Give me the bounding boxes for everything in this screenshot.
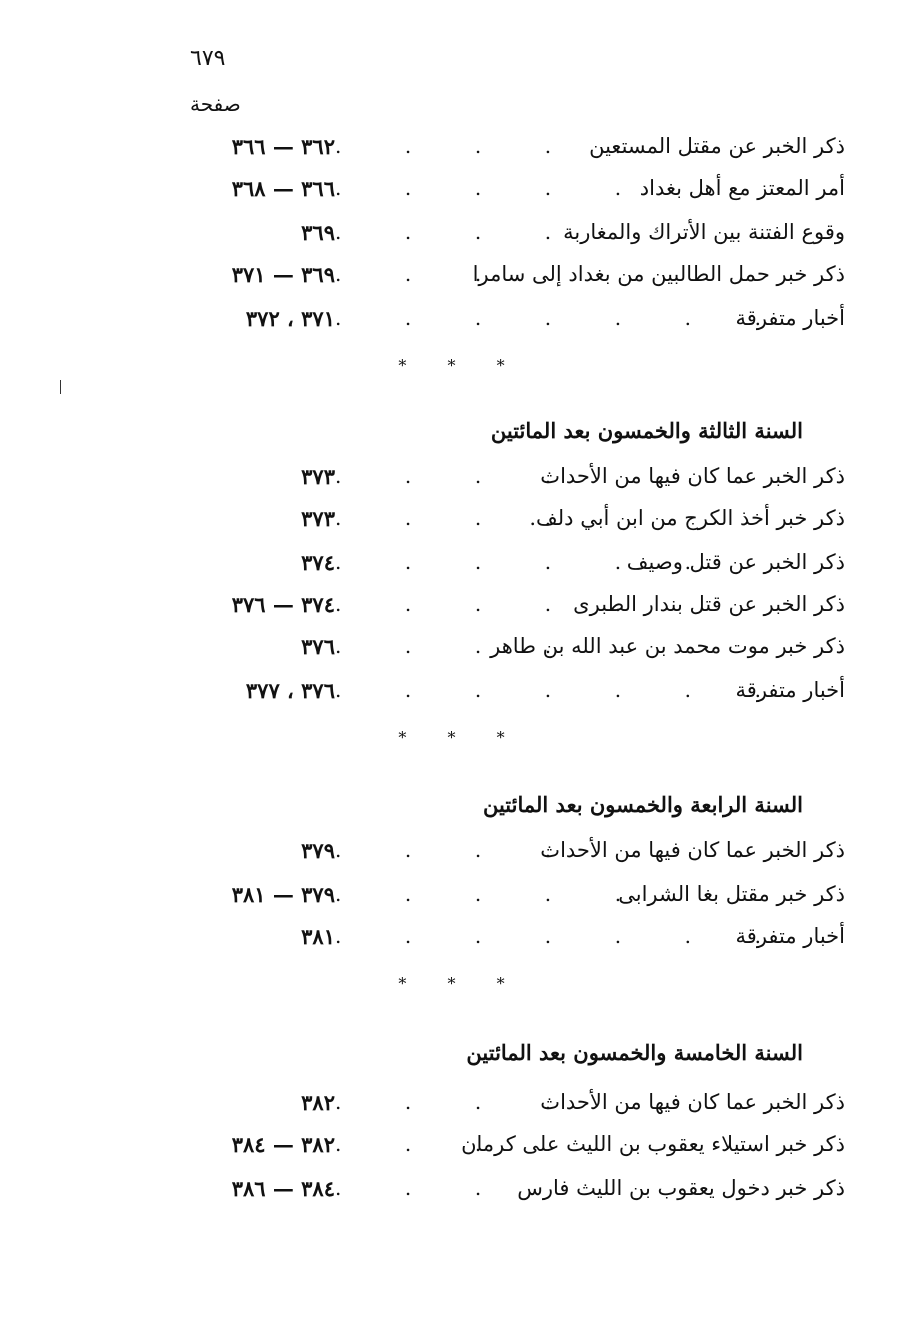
margin-mark [60, 380, 61, 394]
toc-entry-pages: ٣٧٣ [301, 506, 335, 531]
section-separator: * * * [398, 356, 523, 375]
toc-entry [185, 220, 845, 256]
leader-dots: . . . . . [335, 134, 622, 158]
toc-entry-pages: ٣٧٦ [301, 634, 335, 659]
toc-entry-title: ذكر خبر دخول يعقوب بن الليث فارس [517, 1176, 845, 1200]
leader-dots: . . . [335, 1176, 482, 1200]
toc-entry-pages: ٣٨٢ — ٣٨٤ [231, 1132, 335, 1157]
section-heading: السنة الرابعة والخمسون بعد المائتين [482, 792, 803, 817]
toc-entry-pages: ٣٨٤ — ٣٨٦ [231, 1176, 335, 1201]
leader-dots: . . . . [335, 1090, 552, 1114]
toc-entry [185, 634, 845, 670]
toc-entry-title: وقوع الفتنة بين الأتراك والمغاربة [563, 220, 845, 244]
toc-entry-pages: ٣٦٦ — ٣٦٨ [231, 176, 335, 201]
page-number: ٦٧٩ [190, 46, 226, 71]
toc-entry-pages: ٣٧٦ ، ٣٧٧ [245, 678, 335, 703]
toc-entry-title: ذكر الخبر عما كان فيها من الأحداث [540, 1090, 845, 1114]
toc-entry-title: أخبار متفرقة [735, 306, 845, 330]
toc-entry [185, 464, 845, 500]
toc-entry [185, 592, 845, 628]
toc-entry [185, 176, 845, 212]
toc-entry-pages: ٣٧٩ — ٣٨١ [231, 882, 335, 907]
toc-entry-title: ذكر خبر موت محمد بن عبد الله بن طاهر [490, 634, 845, 658]
toc-entry-pages: ٣٦٢ — ٣٦٦ [231, 134, 335, 159]
toc-entry-title: ذكر الخبر عن قتل بندار الطبرى [573, 592, 845, 616]
toc-entry-title: ذكر خبر أخذ الكرج من ابن أبي دلف. [529, 506, 845, 530]
toc-entry-title: أمر المعتز مع أهل بغداد [639, 176, 845, 200]
leader-dots: . . . . [335, 506, 552, 530]
toc-entry [185, 134, 845, 170]
leader-dots: . . . . . [335, 176, 622, 200]
toc-entry-pages: ٣٧٤ — ٣٧٦ [231, 592, 335, 617]
toc-entry [185, 550, 845, 586]
toc-entry-title: ذكر الخبر عن مقتل المستعين [589, 134, 845, 158]
leader-dots: . . . . . [335, 882, 622, 906]
toc-entry-title: أخبار متفرقة [735, 678, 845, 702]
toc-entry-pages: ٣٧٣ [301, 464, 335, 489]
column-heading-page: صفحة [190, 92, 241, 116]
section-heading: السنة الثالثة والخمسون بعد المائتين [490, 418, 803, 443]
leader-dots: . . . . . . . [335, 306, 761, 330]
toc-entry [185, 1132, 845, 1168]
toc-entry [185, 678, 845, 714]
toc-entry [185, 262, 845, 298]
leader-dots: . . . . [335, 464, 552, 488]
toc-entry [185, 838, 845, 874]
leader-dots: . . . . . . . [335, 678, 761, 702]
toc-entry-title: ذكر الخبر عما كان فيها من الأحداث [540, 464, 845, 488]
section-heading: السنة الخامسة والخمسون بعد المائتين [466, 1040, 803, 1065]
section-separator: * * * [398, 974, 523, 993]
toc-entry-title: ذكر خبر استيلاء يعقوب بن الليث على كرمان [461, 1132, 845, 1156]
leader-dots: . . . . [335, 220, 552, 244]
leader-dots: . . . [335, 262, 482, 286]
toc-entry-title: ذكر خبر حمل الطالبين من بغداد إلى سامرا [472, 262, 845, 286]
toc-entry [185, 506, 845, 542]
leader-dots: . . . . . . [335, 550, 692, 574]
leader-dots: . . . . [335, 838, 552, 862]
leader-dots: . . . [335, 1132, 482, 1156]
toc-entry-pages: ٣٦٩ [301, 220, 335, 245]
toc-entry [185, 306, 845, 342]
toc-entry [185, 1176, 845, 1212]
toc-entry-pages: ٣٧٩ [301, 838, 335, 863]
toc-entry-pages: ٣٨١ [301, 924, 335, 949]
leader-dots: . . . . . . . [335, 924, 761, 948]
toc-entry-pages: ٣٦٩ — ٣٧١ [231, 262, 335, 287]
toc-entry [185, 882, 845, 918]
toc-entry [185, 924, 845, 960]
toc-entry-pages: ٣٧١ ، ٣٧٢ [245, 306, 335, 331]
section-separator: * * * [398, 728, 523, 747]
toc-entry-title: أخبار متفرقة [735, 924, 845, 948]
leader-dots: . . . . . [335, 592, 622, 616]
toc-entry [185, 1090, 845, 1126]
leader-dots: . . . . [335, 634, 552, 658]
toc-entry-title: ذكر الخبر عما كان فيها من الأحداث [540, 838, 845, 862]
toc-entry-title: ذكر الخبر عن قتل وصيف [626, 550, 845, 574]
toc-entry-title: ذكر خبر مقتل بغا الشرابى [618, 882, 845, 906]
toc-entry-pages: ٣٧٤ [301, 550, 335, 575]
toc-entry-pages: ٣٨٢ [301, 1090, 335, 1115]
